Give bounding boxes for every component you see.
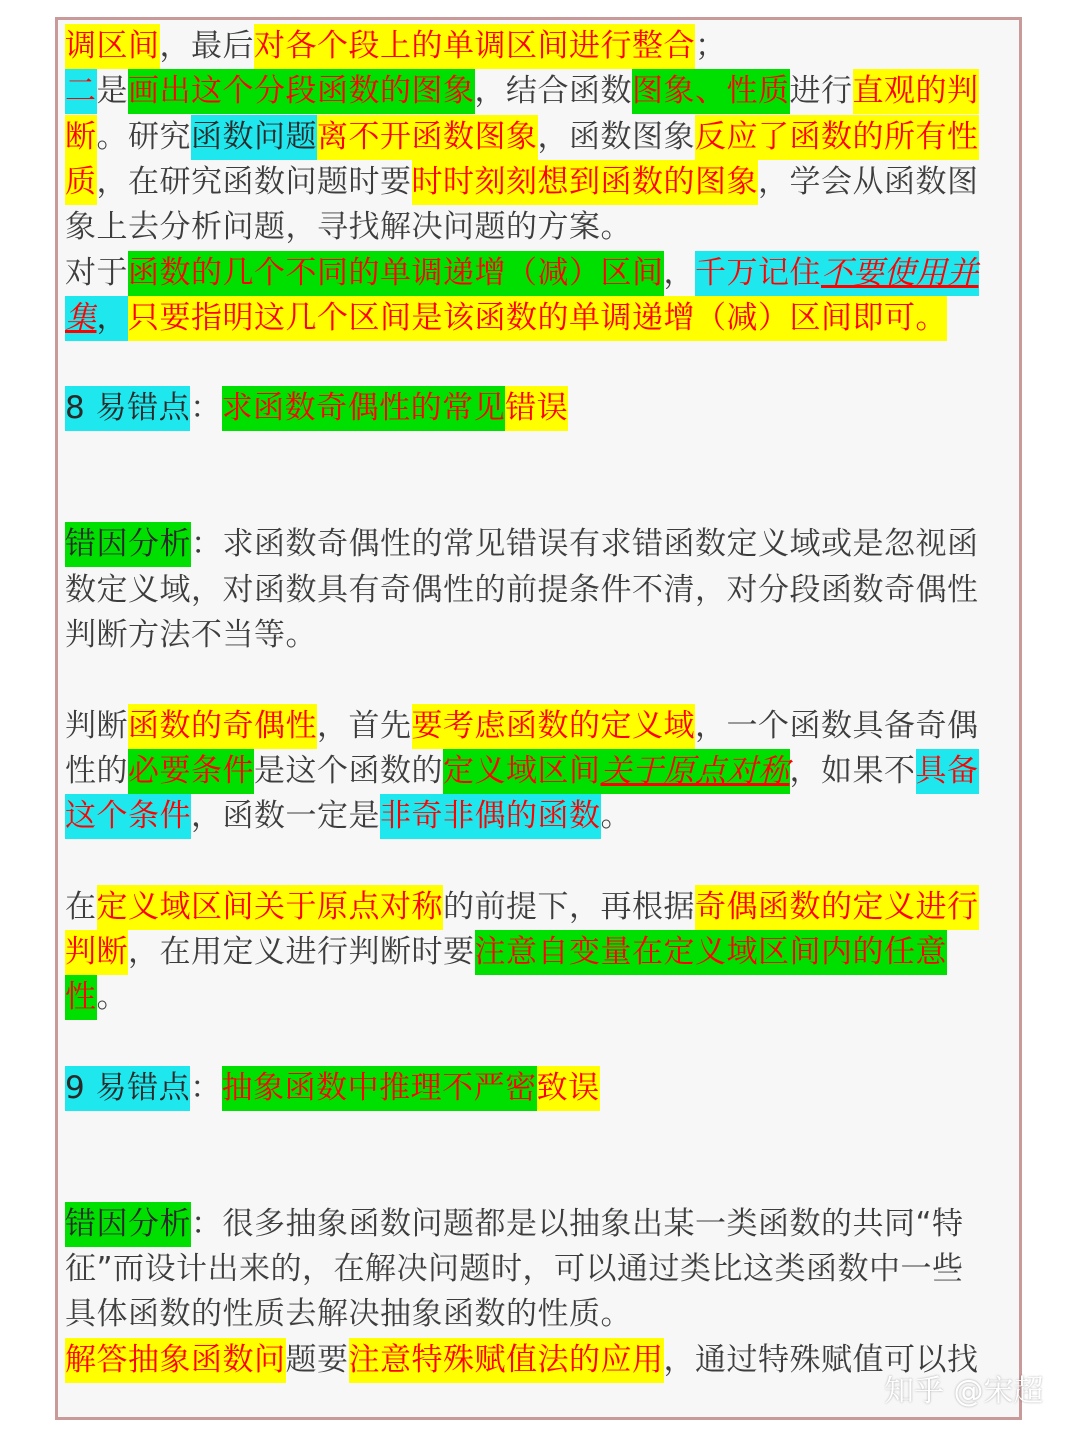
highlighted-text: 定义域区间关于原点对称: [97, 885, 444, 930]
text-segment: 象上去分析问题，寻找解决问题的方案。: [65, 209, 632, 246]
text-segment: ，一个函数具备奇偶: [695, 707, 979, 744]
text-line: [65, 205, 632, 250]
text-line: [65, 568, 979, 613]
text-segment: ，如果不: [789, 752, 916, 789]
highlighted-text: 离不开函数图象: [317, 115, 538, 160]
highlighted-text: ，: [97, 296, 129, 341]
highlighted-text: 错误: [505, 386, 568, 431]
highlighted-text: 集: [65, 296, 97, 341]
text-segment: ，在用定义进行判断时要: [128, 934, 475, 970]
highlighted-text: 错因分析: [65, 522, 191, 567]
text-segment: ，学会从函数图: [758, 163, 979, 200]
highlighted-text: 不要使用并: [821, 251, 979, 296]
highlighted-text: 注意特殊赋值法的应用: [349, 1338, 664, 1383]
text-line: [65, 160, 979, 205]
text-segment: 的前提下，再根据: [443, 888, 695, 925]
text-line: [65, 1247, 964, 1292]
text-line: [65, 1338, 979, 1383]
text-line: [65, 251, 979, 296]
text-line: [65, 1066, 600, 1111]
highlighted-text: 时时刻刻想到函数的图象: [412, 160, 759, 205]
text-segment: ：求函数奇偶性的常见错误有求错函数定义域或是忽视函: [191, 526, 979, 563]
text-segment: ，通过特殊赋值可以找: [663, 1341, 979, 1378]
highlighted-text: 质: [65, 160, 97, 205]
highlighted-text: 千万记住: [695, 251, 821, 296]
highlighted-text: 反应了函数的所有性: [695, 115, 979, 160]
text-segment: ：很多抽象函数问题都是以抽象出某一类函数的共同“特: [191, 1205, 964, 1242]
text-segment: ，函数图象: [537, 118, 695, 155]
text-line: [65, 69, 979, 114]
text-segment: 判断: [65, 707, 128, 744]
text-segment: 是: [96, 73, 128, 110]
text-segment: ；: [695, 28, 727, 64]
text-line: [65, 704, 979, 749]
highlighted-text: 必要条件: [128, 749, 254, 794]
text-line: [65, 794, 632, 839]
text-line: [65, 885, 979, 930]
text-segment: 征”而设计出来的，在解决问题时，可以通过类比这类函数中一些: [65, 1251, 964, 1288]
text-segment: 进行: [789, 73, 853, 110]
highlighted-text: 画出这个分段函数的图象: [128, 69, 475, 114]
highlighted-text: 奇偶函数的定义进行: [695, 885, 979, 930]
highlighted-text: 求函数奇偶性的常见: [222, 386, 506, 431]
highlighted-text: 调区间: [65, 24, 160, 69]
text-line: [65, 1292, 632, 1337]
highlighted-text: 只要指明这几个区间是该函数的单调递增（减）区间即可。: [128, 296, 947, 341]
text-segment: ，函数一定是: [191, 798, 380, 835]
text-segment: ，结合函数: [474, 73, 632, 110]
highlighted-text: 关于原点对称: [601, 749, 790, 794]
highlighted-text: 抽象函数中推理不严密: [222, 1066, 537, 1111]
text-line: [65, 975, 128, 1020]
highlighted-text: 错因分析: [65, 1202, 191, 1247]
highlighted-text: 致误: [537, 1066, 600, 1111]
text-line: [65, 1202, 964, 1247]
text-line: [65, 749, 979, 794]
highlighted-text: 断: [65, 115, 97, 160]
highlighted-text: 函数的几个不同的单调递增（减）区间: [128, 251, 664, 296]
highlighted-text: 非奇非偶的函数: [380, 794, 601, 839]
highlighted-text: 注意自变量在定义域区间内的任意: [475, 930, 948, 975]
text-segment: ，: [663, 254, 695, 291]
highlighted-text: 解答抽象函数问: [65, 1338, 286, 1383]
text-segment: 。: [96, 979, 128, 1016]
text-segment: 判断方法不当等。: [65, 616, 317, 653]
text-line: [65, 296, 947, 341]
text-line: [65, 24, 727, 69]
highlighted-text: 函数的奇偶性: [128, 704, 317, 749]
text-segment: 在: [65, 888, 97, 925]
highlighted-text: 判断: [65, 930, 128, 975]
text-segment: 。: [600, 798, 632, 835]
text-segment: ：: [190, 390, 222, 427]
highlighted-text: 函数问题: [191, 115, 317, 160]
text-line: [65, 613, 317, 658]
highlighted-text: 9 易错点: [65, 1066, 190, 1111]
text-segment: ，在研究函数问题时要: [96, 163, 412, 200]
highlighted-text: 直观的判: [853, 69, 979, 114]
highlighted-text: 要考虑函数的定义域: [412, 704, 696, 749]
highlighted-text: 二: [65, 69, 97, 114]
text-line: [65, 115, 979, 160]
highlighted-text: 定义域区间: [443, 749, 601, 794]
watermark: 知乎 @宋超: [884, 1374, 1044, 1409]
text-segment: 是这个函数的: [254, 752, 443, 789]
highlighted-text: 8 易错点: [65, 386, 190, 431]
highlighted-text: 图象、性质: [632, 69, 790, 114]
highlighted-text: 性: [65, 975, 97, 1020]
text-line: [65, 522, 979, 567]
text-segment: 数定义域，对函数具有奇偶性的前提条件不清，对分段函数奇偶性: [65, 571, 979, 608]
text-segment: 题要: [285, 1341, 349, 1378]
text-segment: 。研究: [96, 118, 191, 155]
text-line: [65, 386, 568, 431]
text-segment: 对于: [65, 254, 128, 291]
highlighted-text: 这个条件: [65, 794, 191, 839]
highlighted-text: 具备: [916, 749, 979, 794]
text-segment: 性的: [65, 752, 128, 789]
text-segment: ：: [190, 1069, 222, 1106]
highlighted-text: 对各个段上的单调区间进行整合: [254, 24, 695, 69]
text-line: [65, 930, 947, 975]
text-segment: 具体函数的性质去解决抽象函数的性质。: [65, 1296, 632, 1333]
text-segment: ，最后: [159, 28, 254, 64]
text-segment: ，首先: [317, 707, 412, 744]
